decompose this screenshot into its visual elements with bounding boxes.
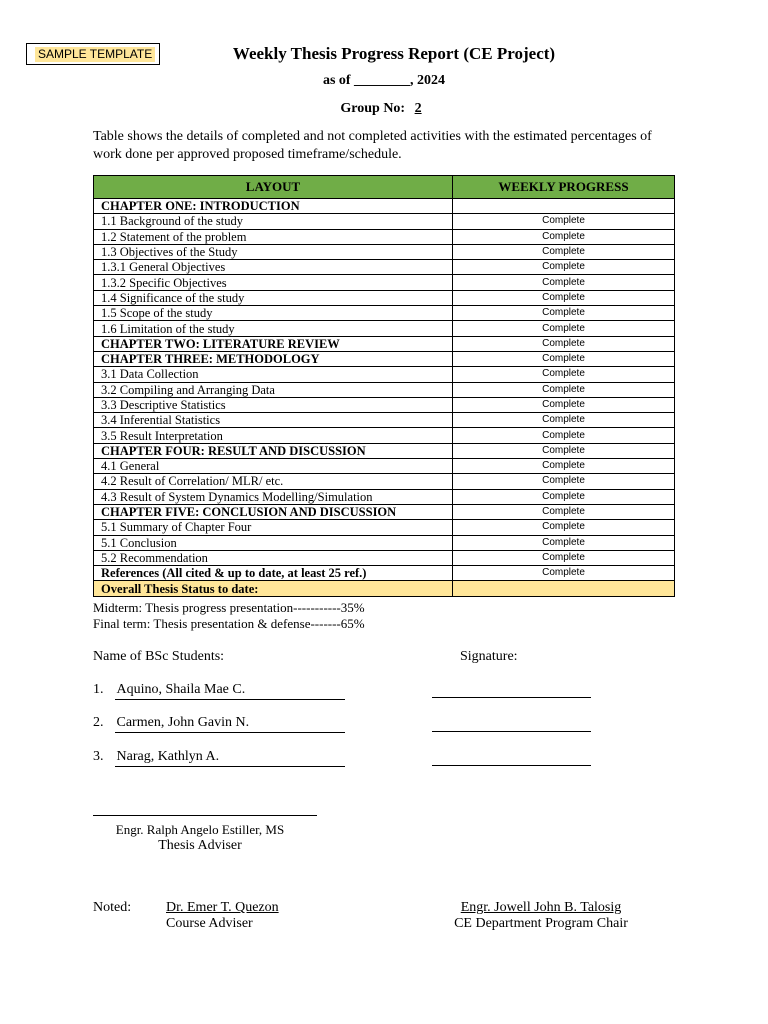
row-label: 3.3 Descriptive Statistics [94, 397, 453, 412]
student-number: 2. [93, 715, 104, 730]
badge-label: SAMPLE TEMPLATE [35, 47, 155, 62]
final-term-weight: Final term: Thesis presentation & defense-------65% [93, 616, 365, 631]
program-chair-role: CE Department Program Chair [454, 916, 628, 931]
row-label: 1.6 Limitation of the study [94, 321, 453, 336]
row-status: Complete [453, 244, 675, 259]
row-label: CHAPTER FOUR: RESULT AND DISCUSSION [94, 443, 453, 458]
row-label: References (All cited & up to date, at least 25 ref.) [94, 566, 453, 581]
overall-status-label: Overall Thesis Status to date: [94, 581, 453, 597]
student-number: 3. [93, 749, 104, 764]
row-label: 1.5 Scope of the study [94, 306, 453, 321]
row-status: Complete [453, 306, 675, 321]
signature-line [432, 764, 591, 766]
row-label: 4.1 General [94, 459, 453, 474]
table-body [94, 199, 675, 597]
as-of-date: as of ________, 2024 [322, 73, 446, 88]
overall-status-value [453, 581, 675, 597]
row-status: Complete [453, 214, 675, 229]
student-entry [93, 749, 345, 767]
table-row [94, 260, 675, 275]
row-label: 1.2 Statement of the problem [94, 229, 453, 244]
row-label: 1.3 Objectives of the Study [94, 244, 453, 259]
row-status: Complete [453, 260, 675, 275]
table-row [94, 566, 675, 581]
row-status: Complete [453, 290, 675, 305]
table-row [94, 397, 675, 412]
table-row [94, 229, 675, 244]
table-row [94, 382, 675, 397]
row-label: 4.3 Result of System Dynamics Modelling/Simulation [94, 489, 453, 504]
table-row [94, 520, 675, 535]
student-name: Narag, Kathlyn A. [115, 749, 345, 767]
group-number: 2 [414, 101, 422, 116]
row-status: Complete [453, 459, 675, 474]
row-status: Complete [453, 367, 675, 382]
row-status: Complete [453, 428, 675, 443]
row-status: Complete [453, 351, 675, 366]
table-row [94, 199, 675, 214]
table-row [94, 244, 675, 259]
noted-label: Noted: [93, 900, 132, 915]
table-row [94, 321, 675, 336]
grading-weights [93, 600, 365, 632]
midterm-weight: Midterm: Thesis progress presentation-----------35% [93, 600, 365, 615]
table-row [94, 443, 675, 458]
row-label: 5.2 Recommendation [94, 550, 453, 565]
students-header: Name of BSc Students: [93, 649, 225, 664]
row-status: Complete [453, 474, 675, 489]
column-header-progress: WEEKLY PROGRESS [453, 176, 675, 199]
signature-line [432, 730, 591, 732]
table-row [94, 413, 675, 428]
row-label: CHAPTER FIVE: CONCLUSION AND DISCUSSION [94, 504, 453, 519]
row-label: 1.3.2 Specific Objectives [94, 275, 453, 290]
table-row [94, 504, 675, 519]
table-row [94, 306, 675, 321]
signature-line [432, 696, 591, 698]
table-row [94, 459, 675, 474]
table-row [94, 367, 675, 382]
row-status [453, 199, 675, 214]
table-row [94, 275, 675, 290]
overall-status-row [94, 581, 675, 597]
table-row [94, 428, 675, 443]
table-row [94, 336, 675, 351]
row-status: Complete [453, 566, 675, 581]
adviser-role: Thesis Adviser [158, 838, 242, 853]
table-row [94, 351, 675, 366]
row-label: 3.2 Compiling and Arranging Data [94, 382, 453, 397]
row-status: Complete [453, 443, 675, 458]
student-name: Aquino, Shaila Mae C. [115, 682, 345, 700]
row-label: 3.1 Data Collection [94, 367, 453, 382]
row-label: CHAPTER TWO: LITERATURE REVIEW [94, 336, 453, 351]
row-label: 1.4 Significance of the study [94, 290, 453, 305]
student-name: Carmen, John Gavin N. [115, 715, 345, 733]
student-entry [93, 715, 345, 733]
row-status: Complete [453, 275, 675, 290]
row-status: Complete [453, 397, 675, 412]
row-status: Complete [453, 229, 675, 244]
table-row [94, 290, 675, 305]
column-header-layout: LAYOUT [94, 176, 453, 199]
student-entry [93, 682, 345, 700]
row-label: 3.5 Result Interpretation [94, 428, 453, 443]
row-label: 5.1 Summary of Chapter Four [94, 520, 453, 535]
row-label: 1.3.1 General Objectives [94, 260, 453, 275]
row-label: 4.2 Result of Correlation/ MLR/ etc. [94, 474, 453, 489]
row-label: 1.1 Background of the study [94, 214, 453, 229]
row-label: CHAPTER THREE: METHODOLOGY [94, 351, 453, 366]
table-row [94, 214, 675, 229]
group-label: Group No: [340, 101, 406, 116]
row-status: Complete [453, 336, 675, 351]
row-label: CHAPTER ONE: INTRODUCTION [94, 199, 453, 214]
course-adviser-role: Course Adviser [166, 916, 253, 931]
row-status: Complete [453, 321, 675, 336]
row-status: Complete [453, 489, 675, 504]
row-status: Complete [453, 550, 675, 565]
report-title: Weekly Thesis Progress Report (CE Project) [232, 44, 556, 63]
table-row [94, 550, 675, 565]
row-status: Complete [453, 504, 675, 519]
group-number-line [0, 101, 768, 117]
progress-table [93, 175, 675, 597]
row-status: Complete [453, 382, 675, 397]
table-row [94, 535, 675, 550]
adviser-signature-line [93, 815, 317, 816]
program-chair-name: Engr. Jowell John B. Talosig [460, 900, 622, 915]
row-status: Complete [453, 413, 675, 428]
row-label: 5.1 Conclusion [94, 535, 453, 550]
adviser-name: Engr. Ralph Angelo Estiller, MS [115, 822, 285, 837]
signature-header: Signature: [460, 649, 518, 664]
student-number: 1. [93, 682, 104, 697]
table-row [94, 474, 675, 489]
row-status: Complete [453, 535, 675, 550]
table-row [94, 489, 675, 504]
intro-paragraph: Table shows the details of completed and not completed activities with the estimated percentages of work done per approved proposed timeframe/schedule. [93, 129, 652, 162]
table-header-row [94, 176, 675, 199]
row-label: 3.4 Inferential Statistics [94, 413, 453, 428]
course-adviser-name: Dr. Emer T. Quezon [166, 900, 279, 915]
row-status: Complete [453, 520, 675, 535]
